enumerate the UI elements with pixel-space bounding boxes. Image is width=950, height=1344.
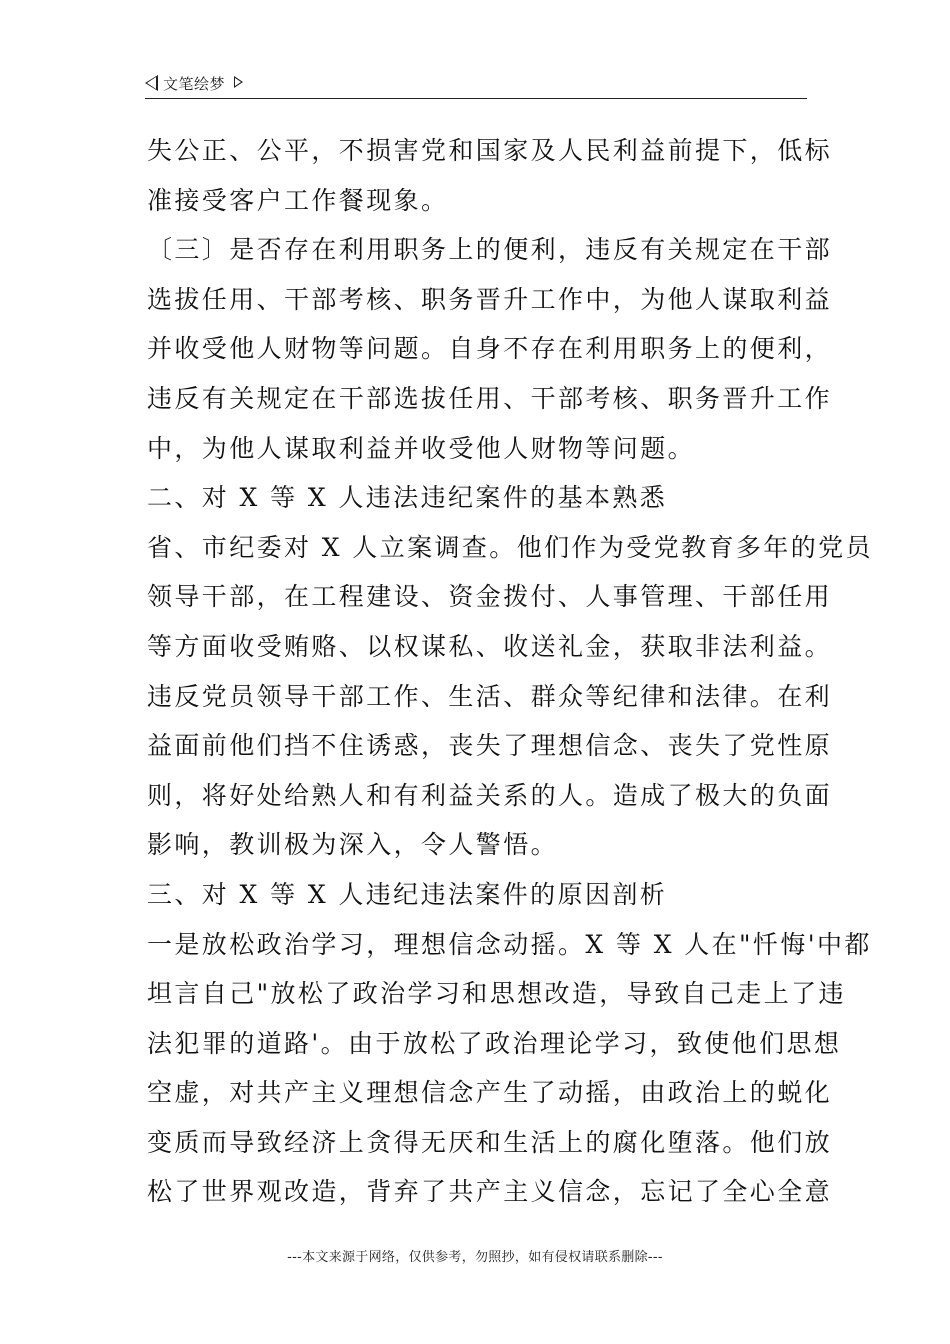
- text-line: 益面前他们挡不住诱惑，丧失了理想信念、丧失了党性原: [147, 731, 833, 761]
- text-line: 失公正、公平，不损害党和国家及人民利益前提下，低标: [147, 136, 833, 165]
- text-line: 选拔任用、干部考核、职务晋升工作中，为他人谋取利益: [147, 284, 833, 314]
- text-line: 省、市纪委对 X 人立案调查。他们作为受党教育多年的党员: [147, 532, 873, 562]
- text-line: 领导干部，在工程建设、资金拨付、人事管理、干部任用: [147, 582, 833, 612]
- text-line: 则，将好处给熟人和有利益关系的人。造成了极大的负面: [147, 780, 833, 810]
- text-line: 松了世界观改造，背弃了共产主义信念，忘记了全心全意: [147, 1177, 833, 1207]
- text-line: 影响，教训极为深入，令人警悟。: [147, 830, 559, 860]
- page-header: [145, 70, 807, 99]
- text-line: 变质而导致经济上贪得无厌和生活上的腐化堕落。他们放: [147, 1127, 833, 1157]
- section-heading: 二、对 X 等 X 人违法违纪案件的基本熟悉: [147, 483, 668, 513]
- page-footer: ---本文来源于网络，仅供参考，勿照抄，如有侵权请联系删除---: [287, 1250, 663, 1265]
- text-line: 等方面收受贿赂、以权谋私、收送礼金，获取非法利益。: [147, 631, 833, 661]
- text-line: 中，为他人谋取利益并收受他人财物等问题。: [147, 433, 696, 463]
- triangle-left-icon: [145, 75, 158, 91]
- text-line: 空虚，对共产主义理想信念产生了动摇，由政治上的蜕化: [147, 1078, 833, 1108]
- text-line: 坦言自己"放松了政治学习和思想改造，导致自己走上了违: [147, 979, 846, 1009]
- text-line: 法犯罪的道路'。由于放松了政治理论学习，致使他们思想: [147, 1028, 842, 1058]
- text-line: 准接受客户工作餐现象。: [147, 185, 449, 215]
- header-title: 文笔绘梦: [163, 75, 226, 93]
- text-line: 违反有关规定在干部选拔任用、干部考核、职务晋升工作: [147, 383, 833, 413]
- text-line: 违反党员领导干部工作、生活、群众等纪律和法律。在利: [147, 681, 833, 711]
- text-line: 一是放松政治学习，理想信念动摇。X 等 X 人在"忏悔'中都: [147, 929, 872, 959]
- text-line: 〔三〕是否存在利用职务上的便利，违反有关规定在干部: [147, 235, 833, 265]
- document-body: [147, 126, 873, 1217]
- triangle-right-icon: [234, 76, 243, 88]
- text-line: 并收受他人财物等问题。自身不存在利用职务上的便利，: [147, 334, 833, 364]
- section-heading: 三、对 X 等 X 人违纪违法案件的原因剖析: [147, 879, 668, 909]
